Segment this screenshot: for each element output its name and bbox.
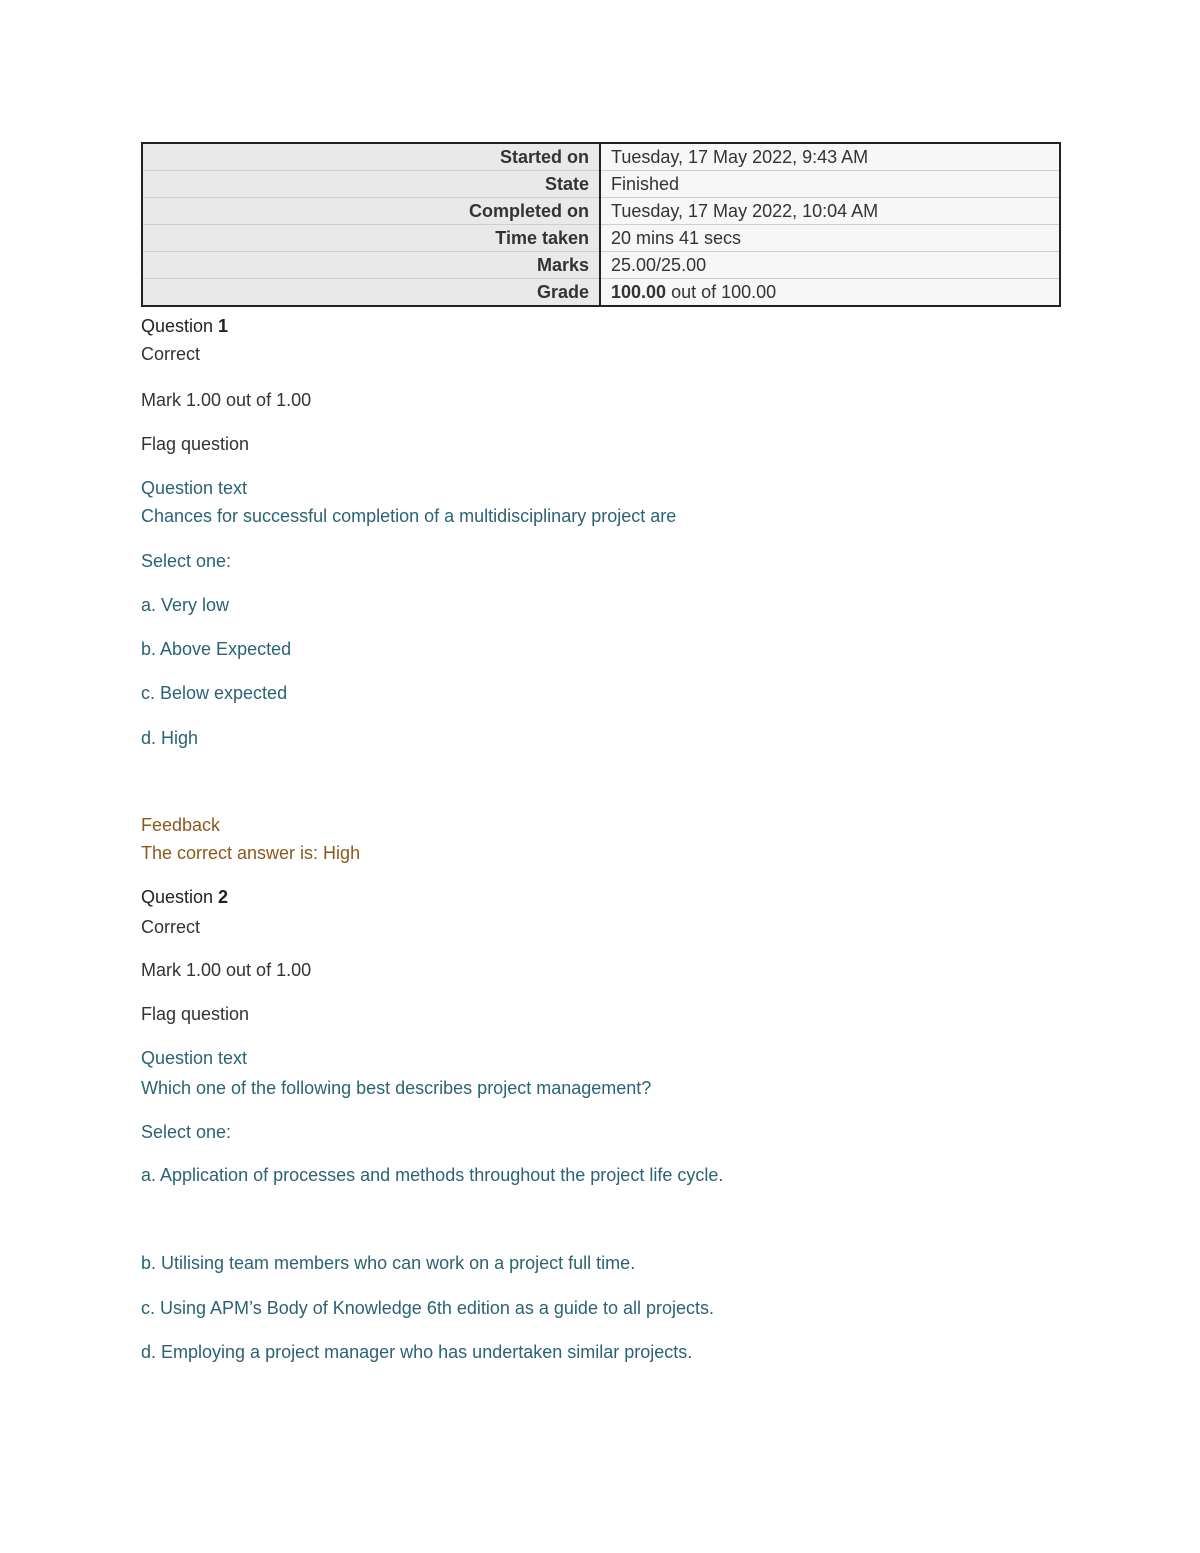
flag-question-link[interactable]: Flag question — [141, 434, 250, 454]
question-mark: Mark 1.00 out of 1.00 — [141, 390, 312, 410]
question-text: Chances for successful completion of a multidisciplinary project are — [141, 506, 677, 526]
grade-score: 100.00 — [611, 282, 667, 302]
select-one-label: Select one: — [141, 1122, 232, 1142]
summary-value: Tuesday, 17 May 2022, 10:04 AM — [600, 198, 1060, 225]
question-text-heading: Question text — [141, 1048, 248, 1068]
summary-row-grade — [142, 279, 1060, 307]
summary-row-marks — [142, 252, 1060, 279]
flag-question-link[interactable]: Flag question — [141, 1004, 250, 1024]
question-title-prefix: Question — [141, 887, 219, 907]
summary-label: State — [142, 171, 600, 198]
answer-option-c[interactable]: c. Below expected — [141, 683, 288, 703]
feedback-text: The correct answer is: High — [141, 843, 361, 863]
summary-label: Marks — [142, 252, 600, 279]
answer-option-c[interactable]: c. Using APM’s Body of Knowledge 6th edition as a guide to all projects. — [141, 1298, 715, 1318]
summary-row-state — [142, 171, 1060, 198]
summary-row-started — [142, 143, 1060, 171]
question-number: 1 — [218, 316, 229, 336]
feedback-heading: Feedback — [141, 815, 221, 835]
summary-value: Tuesday, 17 May 2022, 9:43 AM — [600, 143, 1060, 171]
grade-out-of: out of 100.00 — [666, 282, 777, 302]
question-status: Correct — [141, 344, 201, 364]
question-mark: Mark 1.00 out of 1.00 — [141, 960, 312, 980]
question-status: Correct — [141, 917, 201, 937]
summary-value: 20 mins 41 secs — [600, 225, 1060, 252]
question-number: 2 — [218, 887, 229, 907]
summary-label: Completed on — [142, 198, 600, 225]
answer-option-a[interactable]: a. Application of processes and methods throughout the project life cycle. — [141, 1165, 724, 1185]
answer-option-d[interactable]: d. High — [141, 728, 199, 748]
answer-option-d[interactable]: d. Employing a project manager who has undertaken similar projects. — [141, 1342, 693, 1362]
question-title — [141, 314, 1101, 338]
summary-label: Time taken — [142, 225, 600, 252]
summary-label: Grade — [142, 279, 600, 307]
attempt-summary-table — [141, 142, 1061, 307]
question-title — [141, 885, 1101, 909]
question-text: Which one of the following best describes project management? — [141, 1078, 652, 1098]
summary-value: Finished — [600, 171, 1060, 198]
answer-option-b[interactable]: b. Utilising team members who can work on a project full time. — [141, 1253, 636, 1273]
question-title-prefix: Question — [141, 316, 219, 336]
select-one-label: Select one: — [141, 551, 232, 571]
answer-option-a[interactable]: a. Very low — [141, 595, 230, 615]
summary-row-time-taken — [142, 225, 1060, 252]
summary-label: Started on — [142, 143, 600, 171]
question-text-heading: Question text — [141, 478, 248, 498]
summary-row-completed — [142, 198, 1060, 225]
summary-value: 25.00/25.00 — [600, 252, 1060, 279]
answer-option-b[interactable]: b. Above Expected — [141, 639, 292, 659]
grade-value — [600, 279, 1060, 307]
